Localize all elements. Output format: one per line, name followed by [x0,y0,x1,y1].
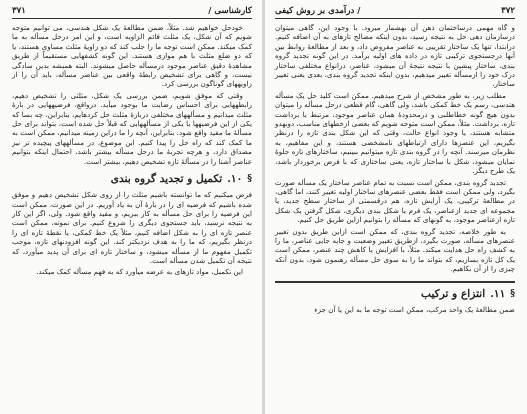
right-page [265,0,527,414]
page-header [275,6,515,19]
paragraph: و گاه مهمی درساختمان ذهن آن بهشمار میرود. با وجود این، گاهی میتوان درسازمان دهی حل به نتیجه رسید، بدون اینکه مصالح تازهای به آن اضافه کنیم. درابتدا، تنها یک ساختار تقریبی به عناصر مفروض داد، و بعد از مطالعهٔ روابط بین آنها درجستجوی ترکیبی تازه در داده های اولیه برآمد. در این گونه تجدید گروه بندی، ساختار پیشین با نتیجه نتیجهٔ آن میشود، عناصر، درانواع مختلفی ساختار درک خود را ازمسأله تغییر میدهیم، بدون اینکه تجدید گروه بندی، بعدی یعنی تغییر ساختار. [275,23,515,89]
paragraph: خودحل خواهیم شد. مثلاً، ضمن مطالعهٔ یک شکل هندسی، می توانیم متوجه شویم که آن شکل، یک مثلث قائم الزاویه است، و این امر درحل مسأله به ما کمک میکند. ممکن است توجه ما را جلب کند که دو زاویهٔ مثلث مساوی هستند، یا که دو ضلع مثلث با هم موازی هستند. این گونه کشفهایی مستقیماً از طریق مشاهدهٔ دقیق عناصر موجود درمسأله حاصل میشوند. البته همیشه بدین سادگی نیست، و گاهی برای تشخیص رابطهٔ واقعی بین عناصر مسأله، باید آن را از زاویههای گوناگون بررسی کرد. [12,23,252,89]
paragraph: وقتی که موفق شویم، ضمن بررسی یک شکل، مثلثی را تشخیص دهیم، رابطههایی برای احساس رضایت ما بوجود میآید. درواقع، فرضیههایی در بارهٔ مثلث میدانیم و مسألههای مختلفی دربارهٔ مثلث حل کردهایم، بنابراین، چه بسا که یکی از این فرضیهها یا یکی از مسألههایی که قبلاً حل شده است، بتواند برای حل مسألهٔ ما مفید واقع شود. بنابراین، آنچه را ما دراین زمینه میدانیم، ممکن است به ما کمک کند که راه حل را پیدا کنیم. این موضوع، در مسألههای پیچیده تر نیز مصداق دارد، و هرچه تجربهٔ ما درحل مسأله بیشتر باشد، احتمال اینکه بتوانیم عناصر آشنا را در مسألهٔ تازه تشخیص دهیم، بیشتر است. [12,90,252,166]
page-number: ۳۷۲ [501,6,515,16]
section-mark: § [247,174,252,185]
section-number: ۱۰. [227,173,243,186]
left-page [0,0,262,414]
running-title: / درآمدی بر روش کیفی [275,6,361,16]
section-heading [12,173,252,185]
paragraph: مطلب زیر، به طور مشخص از شرح میدهیم. ممکن است کلید حل یک مسأله هندسی، رسم یک خط کمکی باشد، ولی گاهی، گام قطعی درحل مسأله را میتوان بدون هیچ گونه خطاطلبی و درمحدودهٔ همان عناصر موجود، مرتبط با برداشت تازه، برداشت. مثلاً، ممکن است متوجه شویم که بعضی ازخطهای مناسب، دوبهدو متشابه هستند، یا وجود انواع حالت، وقتی که این شکل بندی تازه را درنظر بگیریم، این عنصرها دارای ارتباطهای نامشخصی هستند، و این مفاهیم، به نظرمان میرسند. آنچه را در گروه بندی تازه میتوانیم ببینیم، ساختارهای تازه جلوهٔ نمایان میشود، شکل با ساختار تازه، یعنی ساختاری که با فرض برخوردار باشد، یک طرح دیگر. [275,90,515,176]
paragraph: تجدید گروه بندی، ممکن است نسبت به تمام عناصر ساختار یک مسأله صورت بگیرد، ولی ممکن است فقط بعضی عنصرهای ساختار اولیه تغییر کنند، اما گاهی، در مطالعهٔ ترکیبی، یک آرایش تازه، هم درقسمتی از ساختار سطح جدید، یا مجموعه ای جدید ازعناصر، یک فرم یا شکل بندی دیگری، شکل گرفتن یک شکل تازه ازعناصر موجود، به گونهای که مسأله را بتوانیم ازاین طریق حل کنیم. [275,177,515,225]
section-number: ۱۱. [490,287,506,300]
paragraph: ضمن مطالعهٔ یک واحد مرکب، ممکن است توجه ما به این یا آن جزء [314,304,515,314]
page-number: ۳۷۱ [12,6,26,16]
section-mark: § [510,288,515,299]
running-title: کارشناسی / [208,6,252,16]
section-title: انتزاع و ترکیب [421,287,486,300]
paragraph: فرض میکنیم که ما توانسته باشیم مثلث را از روی شکل تشخیص دهیم و موفق شده باشیم که فرضیه ای را در بارهٔ آن به یاد آوریم. در این صورت، ممکن است این فرضیه را برای حل مسأله به کار ببریم، و مفید واقع شود. ولی، اگر این کار به نتیجه نرسید، باید جستجوی دیگری را شروع کنیم. برای نمونه، ممکن است عنصر تازه ای را به شکل اضافه کنیم، مثلاً یک خط کمکی، یا نقطهٔ تازه ای را درنظر بگیریم، که ما را به هدف نزدیکتر کند. این گونه افزودنهای تازه، موجب تکمیل مفهوم ما از مسأله میشود، و ساختار تازه ای برای آن پدید میآورد، که نتیجه آن تکمیل شدن مسأله است. [12,190,252,265]
section-title: تکمیل و تجدید گروه بندی [110,173,223,186]
paragraph: این تکمیل، مواد تازهای به عرضه میآورد که به فهم مسأله کمک میکند. [36,267,243,277]
paragraph: به طور خلاصه، تجدید گروه بندی، که ممکن است ازاین طریق بدون تغییر عنصرهای مسأله، صورت بگیرد، ازطریق تغییر وضعیت و جابه جایی عناصر، ما را به کشف راه حل هدایت میکند. مثلاً، با افزایش یا کاهش چند عنصر، ممکن است یک کل تازه بسازیم، که بتواند ما را به سوی حل مسأله رهنمون شود، بدون آنکه چیزی را از آن بکاهیم. [275,226,515,274]
section-heading [275,281,515,300]
page-header [12,6,252,19]
